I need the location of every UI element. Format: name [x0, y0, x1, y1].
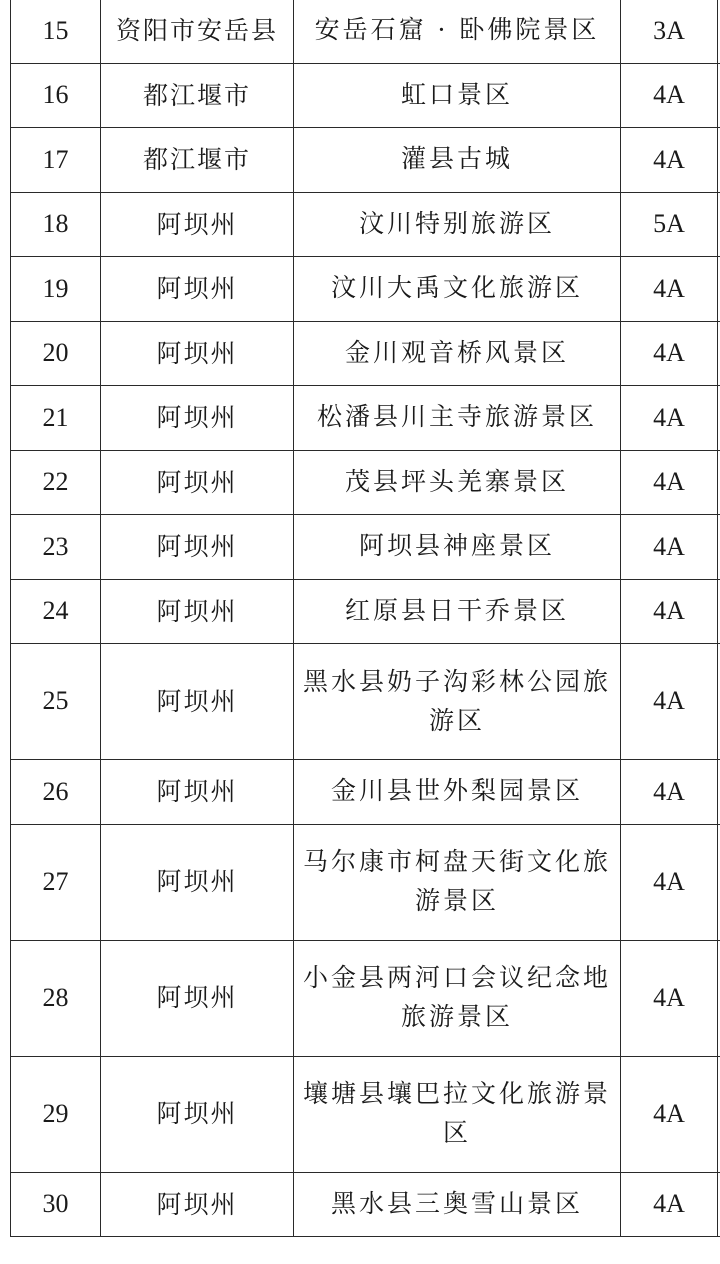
scenic-name-cell: 黑水县奶子沟彩林公园旅游区	[294, 644, 621, 760]
table-row	[11, 1172, 720, 1237]
table-row	[11, 128, 720, 193]
scenic-name-cell: 汶川特别旅游区	[294, 192, 621, 257]
region-cell: 阿坝州	[101, 257, 294, 322]
scenic-area-table	[10, 0, 720, 1237]
scenic-name-cell: 金川县世外梨园景区	[294, 760, 621, 825]
row-number: 24	[11, 579, 101, 644]
scenic-name-cell: 汶川大禹文化旅游区	[294, 257, 621, 322]
region-cell: 阿坝州	[101, 450, 294, 515]
table-row	[11, 0, 720, 63]
grade-cell: 4A	[621, 824, 718, 940]
row-number: 18	[11, 192, 101, 257]
row-number: 25	[11, 644, 101, 760]
grade-cell: 5A	[621, 192, 718, 257]
scenic-name-cell: 灌县古城	[294, 128, 621, 193]
row-number: 23	[11, 515, 101, 580]
region-cell: 阿坝州	[101, 644, 294, 760]
grade-cell: 4A	[621, 644, 718, 760]
scenic-name-cell: 虹口景区	[294, 63, 621, 128]
scenic-name-cell: 小金县两河口会议纪念地旅游景区	[294, 940, 621, 1056]
region-cell: 阿坝州	[101, 515, 294, 580]
grade-cell: 4A	[621, 321, 718, 386]
row-number: 17	[11, 128, 101, 193]
grade-cell: 4A	[621, 63, 718, 128]
table-row	[11, 1056, 720, 1172]
table-row	[11, 386, 720, 451]
region-cell: 阿坝州	[101, 192, 294, 257]
region-cell: 阿坝州	[101, 386, 294, 451]
grade-cell: 4A	[621, 1172, 718, 1237]
scenic-name-cell: 安岳石窟 · 卧佛院景区	[294, 0, 621, 63]
region-cell: 阿坝州	[101, 760, 294, 825]
scenic-name-cell: 松潘县川主寺旅游景区	[294, 386, 621, 451]
row-number: 19	[11, 257, 101, 322]
table-row	[11, 644, 720, 760]
table-row	[11, 63, 720, 128]
row-number: 28	[11, 940, 101, 1056]
grade-cell: 4A	[621, 515, 718, 580]
region-cell: 阿坝州	[101, 940, 294, 1056]
row-number: 15	[11, 0, 101, 63]
region-cell: 阿坝州	[101, 579, 294, 644]
grade-cell: 4A	[621, 128, 718, 193]
row-number: 20	[11, 321, 101, 386]
row-number: 22	[11, 450, 101, 515]
grade-cell: 4A	[621, 1056, 718, 1172]
grade-cell: 4A	[621, 760, 718, 825]
region-cell: 阿坝州	[101, 321, 294, 386]
scenic-name-cell: 茂县坪头羌寨景区	[294, 450, 621, 515]
row-number: 29	[11, 1056, 101, 1172]
row-number: 27	[11, 824, 101, 940]
region-cell: 阿坝州	[101, 1056, 294, 1172]
grade-cell: 4A	[621, 579, 718, 644]
row-number: 26	[11, 760, 101, 825]
row-number: 21	[11, 386, 101, 451]
grade-cell: 4A	[621, 257, 718, 322]
grade-cell: 4A	[621, 450, 718, 515]
table-row	[11, 257, 720, 322]
scenic-name-cell: 马尔康市柯盘天街文化旅游景区	[294, 824, 621, 940]
scenic-name-cell: 红原县日干乔景区	[294, 579, 621, 644]
table-row	[11, 579, 720, 644]
table-row	[11, 192, 720, 257]
scenic-name-cell: 壤塘县壤巴拉文化旅游景区	[294, 1056, 621, 1172]
table-row	[11, 940, 720, 1056]
scanned-document	[10, 0, 720, 1258]
scenic-name-cell: 黑水县三奥雪山景区	[294, 1172, 621, 1237]
grade-cell: 4A	[621, 940, 718, 1056]
grade-cell: 3A	[621, 0, 718, 63]
row-number: 16	[11, 63, 101, 128]
grade-cell: 4A	[621, 386, 718, 451]
table-row	[11, 760, 720, 825]
row-number: 30	[11, 1172, 101, 1237]
region-cell: 都江堰市	[101, 63, 294, 128]
table-row	[11, 515, 720, 580]
scenic-name-cell: 金川观音桥风景区	[294, 321, 621, 386]
table-row	[11, 824, 720, 940]
region-cell: 阿坝州	[101, 1172, 294, 1237]
region-cell: 都江堰市	[101, 128, 294, 193]
region-cell: 阿坝州	[101, 824, 294, 940]
table-row	[11, 450, 720, 515]
scenic-name-cell: 阿坝县神座景区	[294, 515, 621, 580]
table-row	[11, 321, 720, 386]
region-cell: 资阳市安岳县	[101, 0, 294, 63]
